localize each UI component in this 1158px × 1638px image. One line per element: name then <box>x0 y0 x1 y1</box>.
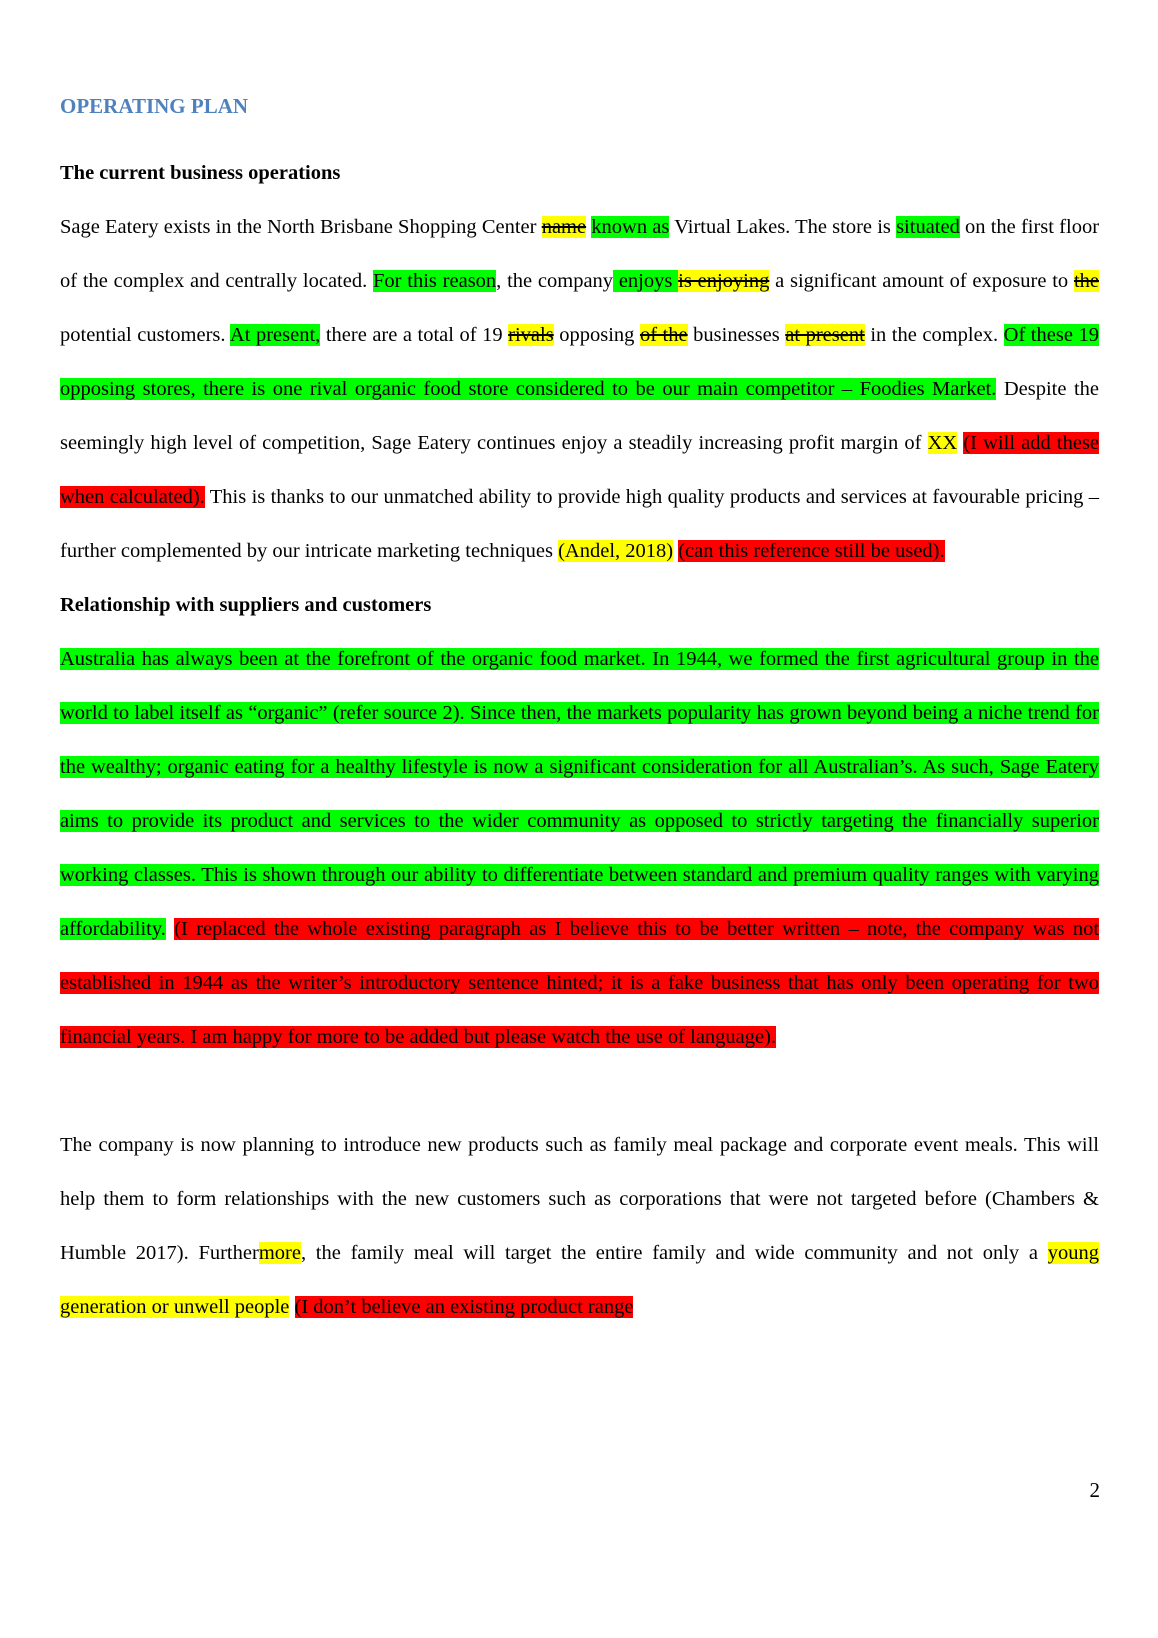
inserted-text: situated <box>896 216 960 238</box>
text-run: potential customers. <box>60 324 230 346</box>
reviewer-comment: (I replaced the whole existing paragraph as I believe this to be better written – note, the company was not established in 1944 as the writer’s introductory sentence hinted; it is a fake business that has only been operating for two financial years. I am happy for more to be added but please watch the use of language). <box>60 918 1100 1048</box>
text-run: on the first floor of the complex and centrally located. <box>60 216 1100 292</box>
text-run <box>289 1296 294 1318</box>
text-run: Despite the seemingly high level of competition, Sage Eatery continues enjoy a steadily increasing profit margin of <box>60 378 1100 454</box>
text-run: in the complex. <box>864 324 1004 346</box>
deleted-text: is enjoying <box>678 270 770 292</box>
highlighted-text: XX <box>927 432 958 454</box>
inserted-text: known as <box>591 216 670 238</box>
reviewer-comment: (I will add these when calculated). <box>60 432 1100 508</box>
inserted-text: enjoys <box>613 270 679 292</box>
highlighted-text: young generation or unwell people <box>60 1242 1099 1318</box>
inserted-text: Australia has always been at the forefront of the organic food market. In 1944, we formed the first agricultural group in the world to label itself as “organic” (refer source 2). Since then, the markets popularity has grown beyond being a niche trend for the wealthy; organic eating for a healthy lifestyle is now a significant consideration for all Australian’s. As such, Sage Eatery aims to provide its product and services to the wider community as opposed to strictly targeting the financially superior working classes. This is shown through our ability to differentiate between standard and premium quality ranges with varying affordability. <box>60 648 1099 940</box>
text-run: , the family meal will target the entire family and wide community and not only a <box>300 1242 1048 1264</box>
reviewer-comment: (can this reference still be used). <box>678 540 945 562</box>
paragraph-relationships <box>60 632 1099 1064</box>
text-run: , the company <box>496 270 614 292</box>
reviewer-comment: (I don’t believe an existing product range <box>294 1296 634 1318</box>
inserted-text: For this reason <box>373 270 497 292</box>
deleted-text: of the <box>639 324 688 346</box>
deleted-text: at present <box>785 324 865 346</box>
heading-relationships: Relationship with suppliers and customers <box>60 594 432 616</box>
text-run: there are a total of 19 <box>320 324 509 346</box>
text-run: Virtual Lakes. The store is <box>669 216 897 238</box>
heading-current-operations: The current business operations <box>60 162 341 184</box>
text-run: The company is now planning to introduce new products such as family meal package and corporate event meals. This will help them to form relationships with the new customers such as corporations that were not targeted before (Chambers & Humble 2017). Further <box>60 1134 1099 1264</box>
paragraph-current-operations <box>60 200 1099 578</box>
text-run: This is thanks to our unmatched ability to provide high quality products and services at favourable pricing – further complemented by our intricate marketing techniques <box>60 486 1099 562</box>
text-run: opposing <box>553 324 640 346</box>
text-run <box>166 918 174 940</box>
text-run: businesses <box>687 324 786 346</box>
blank-line <box>60 1064 1099 1118</box>
inserted-text: At present, <box>229 324 321 346</box>
page-number: 2 <box>1089 1478 1100 1502</box>
deleted-text: the <box>1073 270 1099 292</box>
text-run: Sage Eatery exists in the North Brisbane Shopping Center <box>60 216 542 238</box>
paragraph-new-products <box>60 1118 1099 1334</box>
document-page <box>60 88 1099 1334</box>
inserted-text: Of these 19 opposing stores, there is one rival organic food store considered to be our main competitor – Foodies Market. <box>60 324 1099 400</box>
deleted-text: rivals <box>508 324 554 346</box>
highlighted-text: (Andel, 2018) <box>558 540 674 562</box>
text-run: a significant amount of exposure to <box>769 270 1074 292</box>
section-title: OPERATING PLAN <box>60 94 249 118</box>
deleted-text: name <box>541 216 587 238</box>
highlighted-text: more <box>258 1242 301 1264</box>
